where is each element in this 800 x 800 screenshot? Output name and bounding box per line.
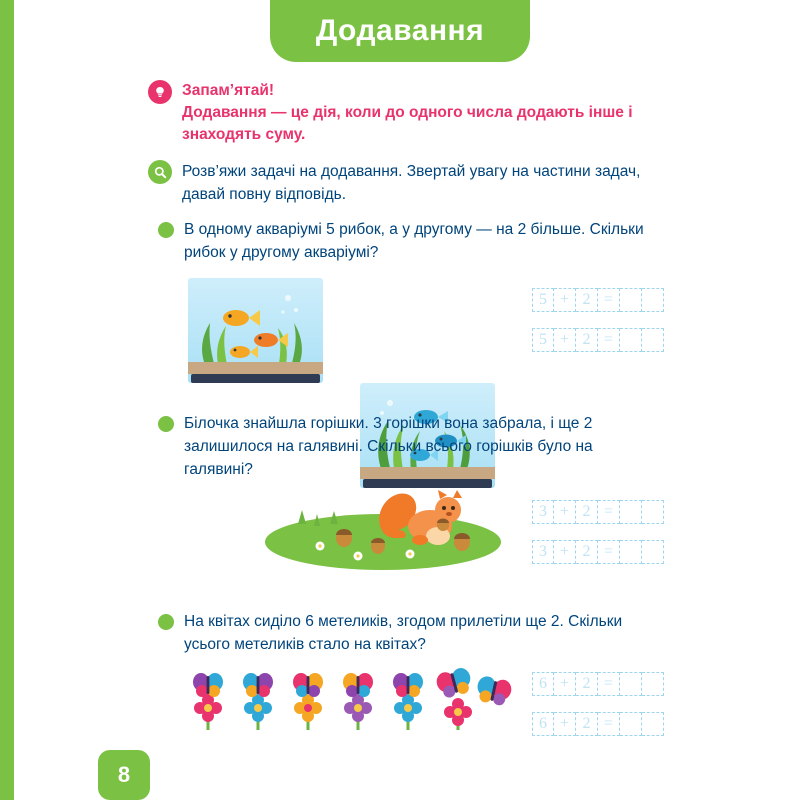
answer-cell — [642, 288, 664, 312]
ghost-digit: 2 — [582, 675, 591, 692]
answer-cell — [554, 328, 576, 352]
answer-cell — [620, 672, 642, 696]
answer-row[interactable] — [532, 672, 664, 696]
answer-cell — [642, 328, 664, 352]
butterflies-on-flowers-illustration — [186, 668, 516, 738]
answer-cell — [620, 328, 642, 352]
ghost-operator: + — [559, 503, 570, 520]
answer-cell — [532, 500, 554, 524]
ghost-digit: 3 — [539, 503, 547, 520]
problem-3 — [158, 610, 658, 656]
answer-row[interactable] — [532, 288, 664, 312]
magnifier-icon — [148, 160, 172, 184]
remember-body: Додавання — це дія, коли до одного числа додають інше і знаходять суму. — [182, 104, 633, 143]
answer-cell — [532, 540, 554, 564]
ghost-digit: 5 — [539, 331, 547, 348]
answer-row[interactable] — [532, 328, 664, 352]
answer-cell — [598, 672, 620, 696]
ghost-operator: + — [559, 543, 570, 560]
instruction-block — [148, 160, 658, 206]
answer-cell — [576, 328, 598, 352]
ghost-operator: + — [559, 715, 570, 732]
answer-cell — [598, 288, 620, 312]
remember-block — [148, 80, 668, 146]
answer-cell — [620, 712, 642, 736]
answer-cell — [576, 500, 598, 524]
ghost-equals: = — [603, 715, 614, 732]
ghost-digit: 6 — [539, 675, 547, 692]
answer-cell — [532, 288, 554, 312]
answer-cell — [642, 672, 664, 696]
problem-2 — [158, 412, 658, 481]
answer-cell — [576, 288, 598, 312]
ghost-operator: + — [559, 675, 570, 692]
answer-cell — [576, 672, 598, 696]
ghost-equals: = — [603, 331, 614, 348]
ghost-digit: 2 — [582, 331, 591, 348]
answer-cell — [642, 712, 664, 736]
problem-3-text: На квітах сиділо 6 метеликів, згодом прилетіли ще 2. Скільки усього метеликів стало на квітах? — [184, 613, 623, 653]
problem-2-answer-area[interactable] — [532, 500, 664, 573]
ghost-operator: + — [559, 331, 570, 348]
answer-cell — [598, 540, 620, 564]
answer-cell — [532, 328, 554, 352]
answer-cell — [554, 712, 576, 736]
answer-row[interactable] — [532, 712, 664, 736]
answer-cell — [642, 540, 664, 564]
problem-1-answer-area[interactable] — [532, 288, 664, 361]
answer-cell — [598, 712, 620, 736]
lightbulb-icon — [148, 80, 172, 104]
page-number: 8 — [117, 762, 131, 787]
remember-text — [182, 80, 668, 146]
ghost-equals: = — [603, 543, 614, 560]
answer-cell — [576, 540, 598, 564]
page-title: Додавання — [315, 14, 485, 47]
ghost-digit: 2 — [582, 503, 591, 520]
answer-row[interactable] — [532, 540, 664, 564]
answer-cell — [554, 500, 576, 524]
ghost-digit: 5 — [539, 291, 547, 308]
answer-cell — [554, 540, 576, 564]
ghost-digit: 6 — [539, 715, 547, 732]
instruction-text: Розв’яжи задачі на додавання. Звертай увагу на частини задач, давай повну відповідь. — [182, 163, 641, 203]
ghost-operator: + — [559, 291, 570, 308]
bullet-dot-icon — [158, 416, 174, 432]
answer-cell — [576, 712, 598, 736]
answer-cell — [598, 500, 620, 524]
ghost-digit: 2 — [582, 543, 591, 560]
problem-1 — [158, 218, 658, 264]
answer-cell — [620, 288, 642, 312]
ghost-digit: 2 — [582, 715, 591, 732]
page-number-badge — [98, 750, 150, 800]
aquarium-with-goldfish-illustration — [188, 278, 323, 383]
answer-cell — [620, 540, 642, 564]
problem-1-text: В одному акваріумі 5 рибок, а у другому — на 2 більше. Скільки рибок у другому акваріумі? — [184, 221, 644, 261]
ghost-equals: = — [603, 675, 614, 692]
ghost-digit: 2 — [582, 291, 591, 308]
bullet-dot-icon — [158, 614, 174, 630]
answer-cell — [554, 288, 576, 312]
ghost-digit: 3 — [539, 543, 547, 560]
problem-2-text: Білочка знайшла горішки. 3 горішки вона забрала, і ще 2 залишилося на галявині. Скільки всього горішків було на галявині? — [184, 415, 593, 478]
ghost-equals: = — [603, 291, 614, 308]
remember-heading: Запам’ятай! — [182, 82, 275, 99]
answer-cell — [598, 328, 620, 352]
problem-3-answer-area[interactable] — [532, 672, 664, 745]
ghost-equals: = — [603, 503, 614, 520]
answer-cell — [532, 672, 554, 696]
answer-cell — [554, 672, 576, 696]
bullet-dot-icon — [158, 222, 174, 238]
answer-cell — [620, 500, 642, 524]
answer-cell — [642, 500, 664, 524]
answer-cell — [532, 712, 554, 736]
answer-row[interactable] — [532, 500, 664, 524]
squirrel-on-meadow-illustration — [258, 480, 508, 575]
